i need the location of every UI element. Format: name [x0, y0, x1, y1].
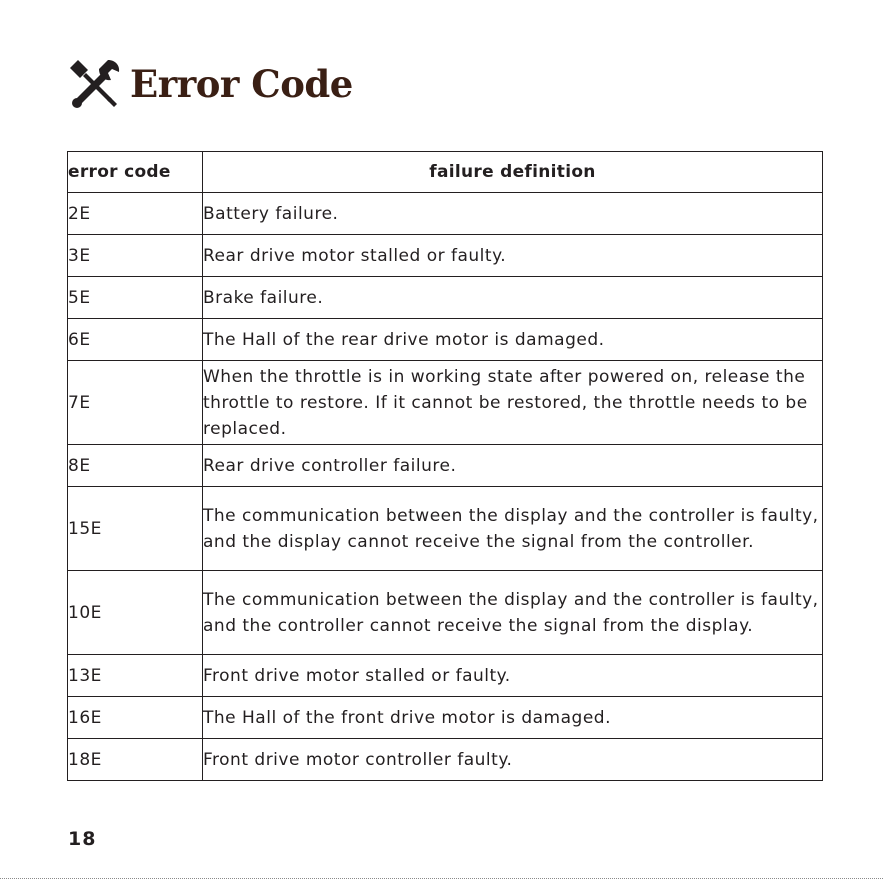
failure-definition-cell: Front drive motor stalled or faulty. [203, 655, 823, 697]
error-code-cell: 8E [68, 445, 203, 487]
table-row [68, 277, 823, 319]
table-row [68, 739, 823, 781]
table-row [68, 487, 823, 571]
column-header-error-code: error code [68, 152, 203, 193]
table-row [68, 655, 823, 697]
failure-definition-cell: The Hall of the front drive motor is damaged. [203, 697, 823, 739]
table-row [68, 235, 823, 277]
page-header [66, 56, 353, 112]
error-code-cell: 13E [68, 655, 203, 697]
failure-definition-cell: Brake failure. [203, 277, 823, 319]
error-code-cell: 7E [68, 361, 203, 445]
failure-definition-cell: Rear drive motor stalled or faulty. [203, 235, 823, 277]
failure-definition-cell: The communication between the display and the controller is faulty, and the controller cannot receive the signal from the display. [203, 571, 823, 655]
table-row [68, 697, 823, 739]
page-title: Error Code [130, 62, 353, 106]
error-code-cell: 16E [68, 697, 203, 739]
table-row [68, 193, 823, 235]
column-header-failure-definition: failure definition [203, 152, 823, 193]
failure-definition-cell: Rear drive controller failure. [203, 445, 823, 487]
error-code-cell: 6E [68, 319, 203, 361]
error-code-cell: 18E [68, 739, 203, 781]
error-code-cell: 2E [68, 193, 203, 235]
table-row [68, 571, 823, 655]
error-code-cell: 5E [68, 277, 203, 319]
page-number: 18 [68, 828, 97, 850]
failure-definition-cell: The Hall of the rear drive motor is damaged. [203, 319, 823, 361]
failure-definition-cell: Front drive motor controller faulty. [203, 739, 823, 781]
table-row [68, 361, 823, 445]
table-row [68, 319, 823, 361]
tools-icon [66, 56, 122, 112]
failure-definition-cell: The communication between the display and the controller is faulty, and the display cannot receive the signal from the controller. [203, 487, 823, 571]
table-header-row [68, 152, 823, 193]
table-row [68, 445, 823, 487]
error-code-cell: 3E [68, 235, 203, 277]
error-code-table [67, 151, 823, 781]
failure-definition-cell: When the throttle is in working state after powered on, release the throttle to restore. If it cannot be restored, the throttle needs to be replaced. [203, 361, 823, 445]
bottom-divider [0, 878, 883, 879]
failure-definition-cell: Battery failure. [203, 193, 823, 235]
error-code-cell: 10E [68, 571, 203, 655]
error-code-cell: 15E [68, 487, 203, 571]
